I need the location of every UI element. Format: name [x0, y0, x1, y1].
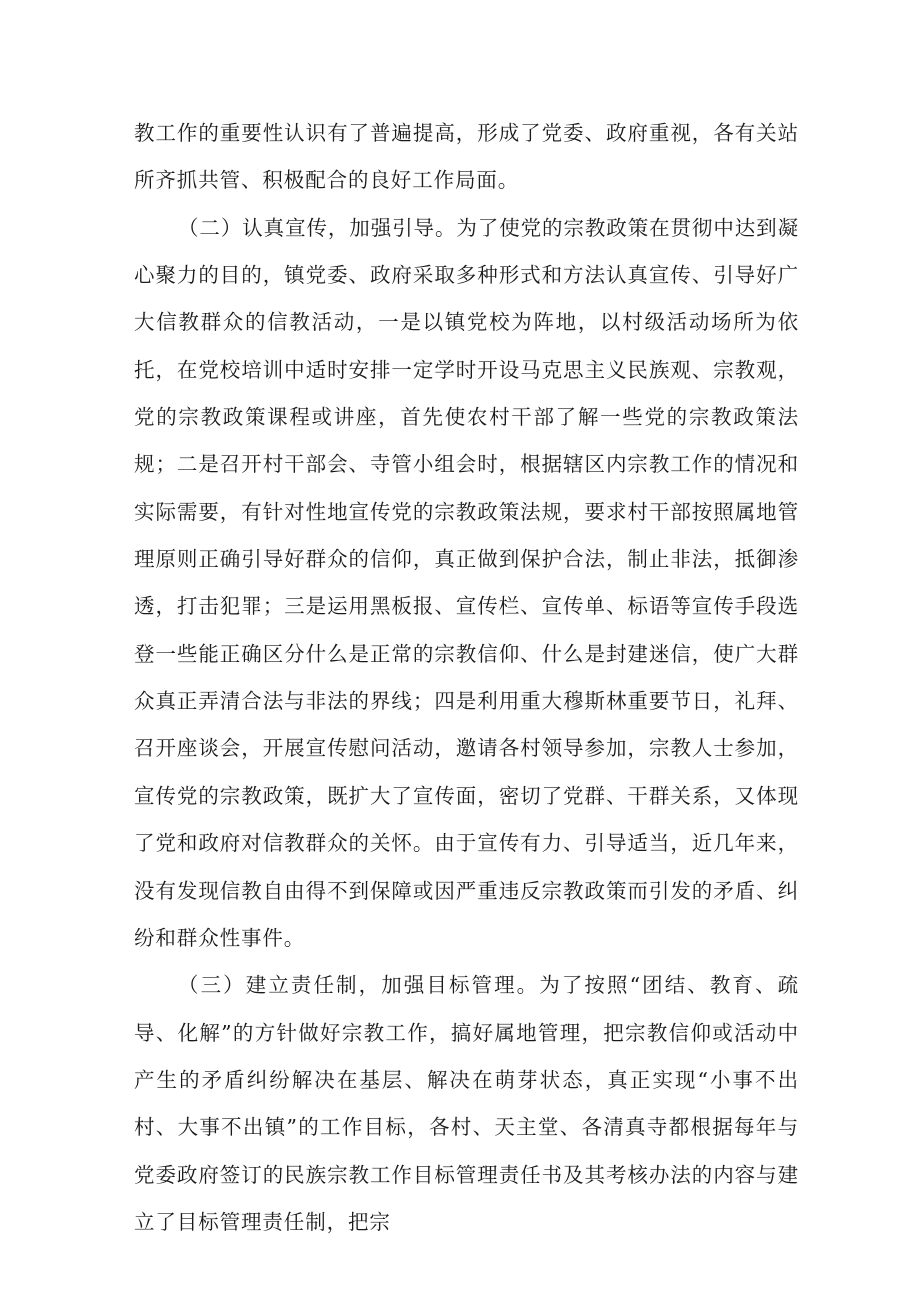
paragraph-continuation: 教工作的重要性认识有了普遍提高，形成了党委、政府重视，各有关站所齐抓共管、积极配合的良好工作局面。: [134, 121, 799, 193]
paragraph-section-3-responsibility: （三）建立责任制，加强目标管理。为了按照“团结、教育、疏导、化解”的方针做好宗教工作，搞好属地管理，把宗教信仰或活动中产生的矛盾纠纷解决在基层、解决在萌芽状态，真正实现“小事不出村、大事不出镇”的工作目标，各村、天主堂、各清真寺都根据每年与党委政府签订的民族宗教工作目标管理责任书及其考核办法的内容与建立了目标管理责任制，把宗: [134, 973, 799, 1234]
paragraph-section-2-publicity: （二）认真宣传，加强引导。为了使党的宗教政策在贯彻中达到凝心聚力的目的，镇党委、政府采取多种形式和方法认真宣传、引导好广大信教群众的信教活动，一是以镇党校为阵地，以村级活动场所为依托，在党校培训中适时安排一定学时开设马克思主义民族观、宗教观，党的宗教政策课程或讲座，首先使农村干部了解一些党的宗教政策法规；二是召开村干部会、寺管小组会时，根据辖区内宗教工作的情况和实际需要，有针对性地宣传党的宗教政策法规，要求村干部按照属地管理原则正确引导好群众的信仰，真正做到保护合法，制止非法，抵御渗透，打击犯罪；三是运用黑板报、宣传栏、宣传单、标语等宣传手段选登一些能正确区分什么是正常的宗教信仰、什么是封建迷信，使广大群众真正弄清合法与非法的界线；四是利用重大穆斯林重要节日，礼拜、召开座谈会，开展宣传慰问活动，邀请各村领导参加，宗教人士参加，宣传党的宗教政策，既扩大了宣传面，密切了党群、干群关系，又体现了党和政府对信教群众的关怀。由于宣传有力、引导适当，近几年来，没有发现信教自由得不到保障或因严重违反宗教政策而引发的矛盾、纠纷和群众性事件。: [134, 215, 799, 950]
document-body: [134, 110, 799, 1246]
